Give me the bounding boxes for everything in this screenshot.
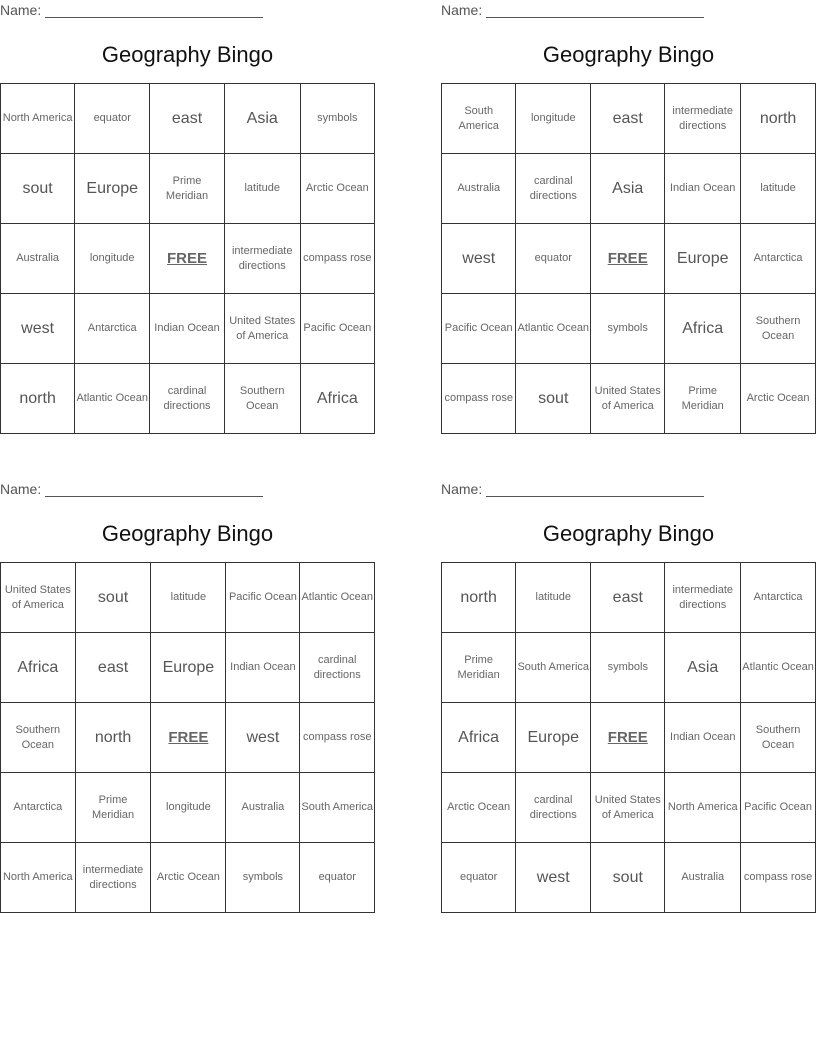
bingo-cell: north (75, 703, 151, 773)
bingo-cell: symbols (591, 294, 665, 364)
bingo-cell: equator (75, 84, 150, 154)
bingo-cell: compass rose (741, 843, 816, 913)
name-label: Name: (0, 481, 42, 497)
grid-row (442, 703, 816, 773)
bingo-cell: South America (442, 84, 516, 154)
bingo-cell: Arctic Ocean (442, 773, 516, 843)
bingo-cell: Southern Ocean (741, 294, 816, 364)
bingo-cell: Antarctica (741, 563, 816, 633)
bingo-card-1 (0, 0, 375, 440)
bingo-cell: equator (516, 224, 591, 294)
bingo-cell: Southern Ocean (224, 364, 300, 434)
bingo-cell: compass rose (300, 224, 374, 294)
bingo-cell: longitude (75, 224, 150, 294)
bingo-cell: Indian Ocean (150, 294, 225, 364)
bingo-cell: latitude (741, 154, 816, 224)
grid-row (442, 843, 816, 913)
bingo-cell: latitude (151, 563, 226, 633)
bingo-cell: latitude (516, 563, 591, 633)
bingo-cell: equator (442, 843, 516, 913)
grid-row (442, 773, 816, 843)
bingo-card-2 (441, 0, 816, 440)
bingo-cell: Pacific Ocean (300, 294, 374, 364)
bingo-cell: west (442, 224, 516, 294)
bingo-grid (441, 83, 816, 434)
grid-row (1, 843, 375, 913)
free-space: FREE (151, 703, 226, 773)
bingo-cell: Atlantic Ocean (300, 563, 375, 633)
card-title: Geography Bingo (101, 42, 274, 67)
card-title: Geography Bingo (542, 521, 715, 546)
grid-row (442, 84, 816, 154)
name-blank[interactable] (486, 483, 704, 497)
bingo-cell: Asia (224, 84, 300, 154)
bingo-cell: sout (75, 563, 151, 633)
bingo-cell: north (741, 84, 816, 154)
grid-row (1, 224, 375, 294)
bingo-cell: Pacific Ocean (741, 773, 816, 843)
bingo-cell: west (1, 294, 75, 364)
bingo-cell: Prime Meridian (75, 773, 151, 843)
bingo-cell: North America (665, 773, 741, 843)
grid-row (1, 563, 375, 633)
bingo-card-3 (0, 479, 375, 919)
bingo-cell: north (1, 364, 75, 434)
grid-row (1, 154, 375, 224)
bingo-cell: Australia (665, 843, 741, 913)
bingo-cell: east (591, 563, 665, 633)
bingo-cell: Antarctica (75, 294, 150, 364)
bingo-cell: sout (516, 364, 591, 434)
bingo-cell: Africa (1, 633, 76, 703)
bingo-cell: Indian Ocean (226, 633, 300, 703)
name-blank[interactable] (486, 4, 704, 18)
bingo-cell: Southern Ocean (1, 703, 76, 773)
name-label: Name: (0, 2, 42, 18)
bingo-cell: cardinal directions (516, 154, 591, 224)
bingo-cell: Arctic Ocean (151, 843, 226, 913)
name-line (441, 2, 704, 18)
name-line (0, 2, 263, 18)
grid-row (1, 84, 375, 154)
bingo-cell: intermediate directions (665, 563, 741, 633)
name-label: Name: (441, 2, 483, 18)
bingo-cell: symbols (300, 84, 374, 154)
bingo-card-4 (441, 479, 816, 919)
name-line (0, 481, 263, 497)
bingo-cell: Australia (1, 224, 75, 294)
bingo-cell: Pacific Ocean (442, 294, 516, 364)
bingo-cell: Africa (665, 294, 741, 364)
bingo-cell: intermediate directions (665, 84, 741, 154)
grid-row (442, 633, 816, 703)
free-space: FREE (591, 224, 665, 294)
bingo-grid (441, 562, 816, 913)
bingo-cell: longitude (516, 84, 591, 154)
free-space: FREE (150, 224, 225, 294)
bingo-cell: equator (300, 843, 375, 913)
bingo-cell: intermediate directions (224, 224, 300, 294)
bingo-cell: South America (300, 773, 375, 843)
bingo-cell: North America (1, 843, 76, 913)
bingo-cell: west (516, 843, 591, 913)
bingo-grid (0, 83, 375, 434)
bingo-cell: Prime Meridian (665, 364, 741, 434)
bingo-cell: United States of America (224, 294, 300, 364)
name-blank[interactable] (45, 4, 263, 18)
bingo-cell: sout (591, 843, 665, 913)
bingo-cell: Europe (516, 703, 591, 773)
grid-row (442, 154, 816, 224)
bingo-cell: Prime Meridian (442, 633, 516, 703)
bingo-cell: Atlantic Ocean (516, 294, 591, 364)
bingo-cell: Atlantic Ocean (75, 364, 150, 434)
bingo-cell: north (442, 563, 516, 633)
bingo-cell: compass rose (442, 364, 516, 434)
bingo-cell: Asia (591, 154, 665, 224)
bingo-cell: Europe (151, 633, 226, 703)
bingo-cell: Indian Ocean (665, 154, 741, 224)
bingo-cell: west (226, 703, 300, 773)
bingo-cell: east (75, 633, 151, 703)
bingo-cell: symbols (591, 633, 665, 703)
bingo-cell: Prime Meridian (150, 154, 225, 224)
bingo-cell: Europe (75, 154, 150, 224)
bingo-cell: Atlantic Ocean (741, 633, 816, 703)
bingo-cell: intermediate directions (75, 843, 151, 913)
bingo-cell: latitude (224, 154, 300, 224)
bingo-cell: symbols (226, 843, 300, 913)
bingo-cell: Asia (665, 633, 741, 703)
free-space: FREE (591, 703, 665, 773)
bingo-cell: sout (1, 154, 75, 224)
bingo-grid (0, 562, 375, 913)
grid-row (442, 364, 816, 434)
name-blank[interactable] (45, 483, 263, 497)
bingo-cell: United States of America (591, 364, 665, 434)
bingo-cell: Africa (300, 364, 374, 434)
bingo-cell: cardinal directions (516, 773, 591, 843)
grid-row (1, 633, 375, 703)
bingo-cell: United States of America (1, 563, 76, 633)
bingo-cell: South America (516, 633, 591, 703)
grid-row (442, 294, 816, 364)
bingo-cell: North America (1, 84, 75, 154)
card-title: Geography Bingo (542, 42, 715, 67)
grid-row (442, 224, 816, 294)
grid-row (1, 703, 375, 773)
grid-row (442, 563, 816, 633)
card-title: Geography Bingo (101, 521, 274, 546)
bingo-cell: east (150, 84, 225, 154)
name-line (441, 481, 704, 497)
bingo-cell: Africa (442, 703, 516, 773)
grid-row (1, 773, 375, 843)
bingo-cell: Antarctica (1, 773, 76, 843)
bingo-cell: longitude (151, 773, 226, 843)
grid-row (1, 364, 375, 434)
bingo-cell: Antarctica (741, 224, 816, 294)
bingo-cell: Arctic Ocean (741, 364, 816, 434)
bingo-cell: Europe (665, 224, 741, 294)
bingo-cell: compass rose (300, 703, 375, 773)
bingo-cell: United States of America (591, 773, 665, 843)
bingo-cell: cardinal directions (150, 364, 225, 434)
grid-row (1, 294, 375, 364)
bingo-cell: cardinal directions (300, 633, 375, 703)
bingo-cell: Indian Ocean (665, 703, 741, 773)
name-label: Name: (441, 481, 483, 497)
bingo-cell: east (591, 84, 665, 154)
bingo-cell: Australia (226, 773, 300, 843)
bingo-cell: Australia (442, 154, 516, 224)
bingo-cell: Southern Ocean (741, 703, 816, 773)
bingo-cell: Arctic Ocean (300, 154, 374, 224)
bingo-cell: Pacific Ocean (226, 563, 300, 633)
